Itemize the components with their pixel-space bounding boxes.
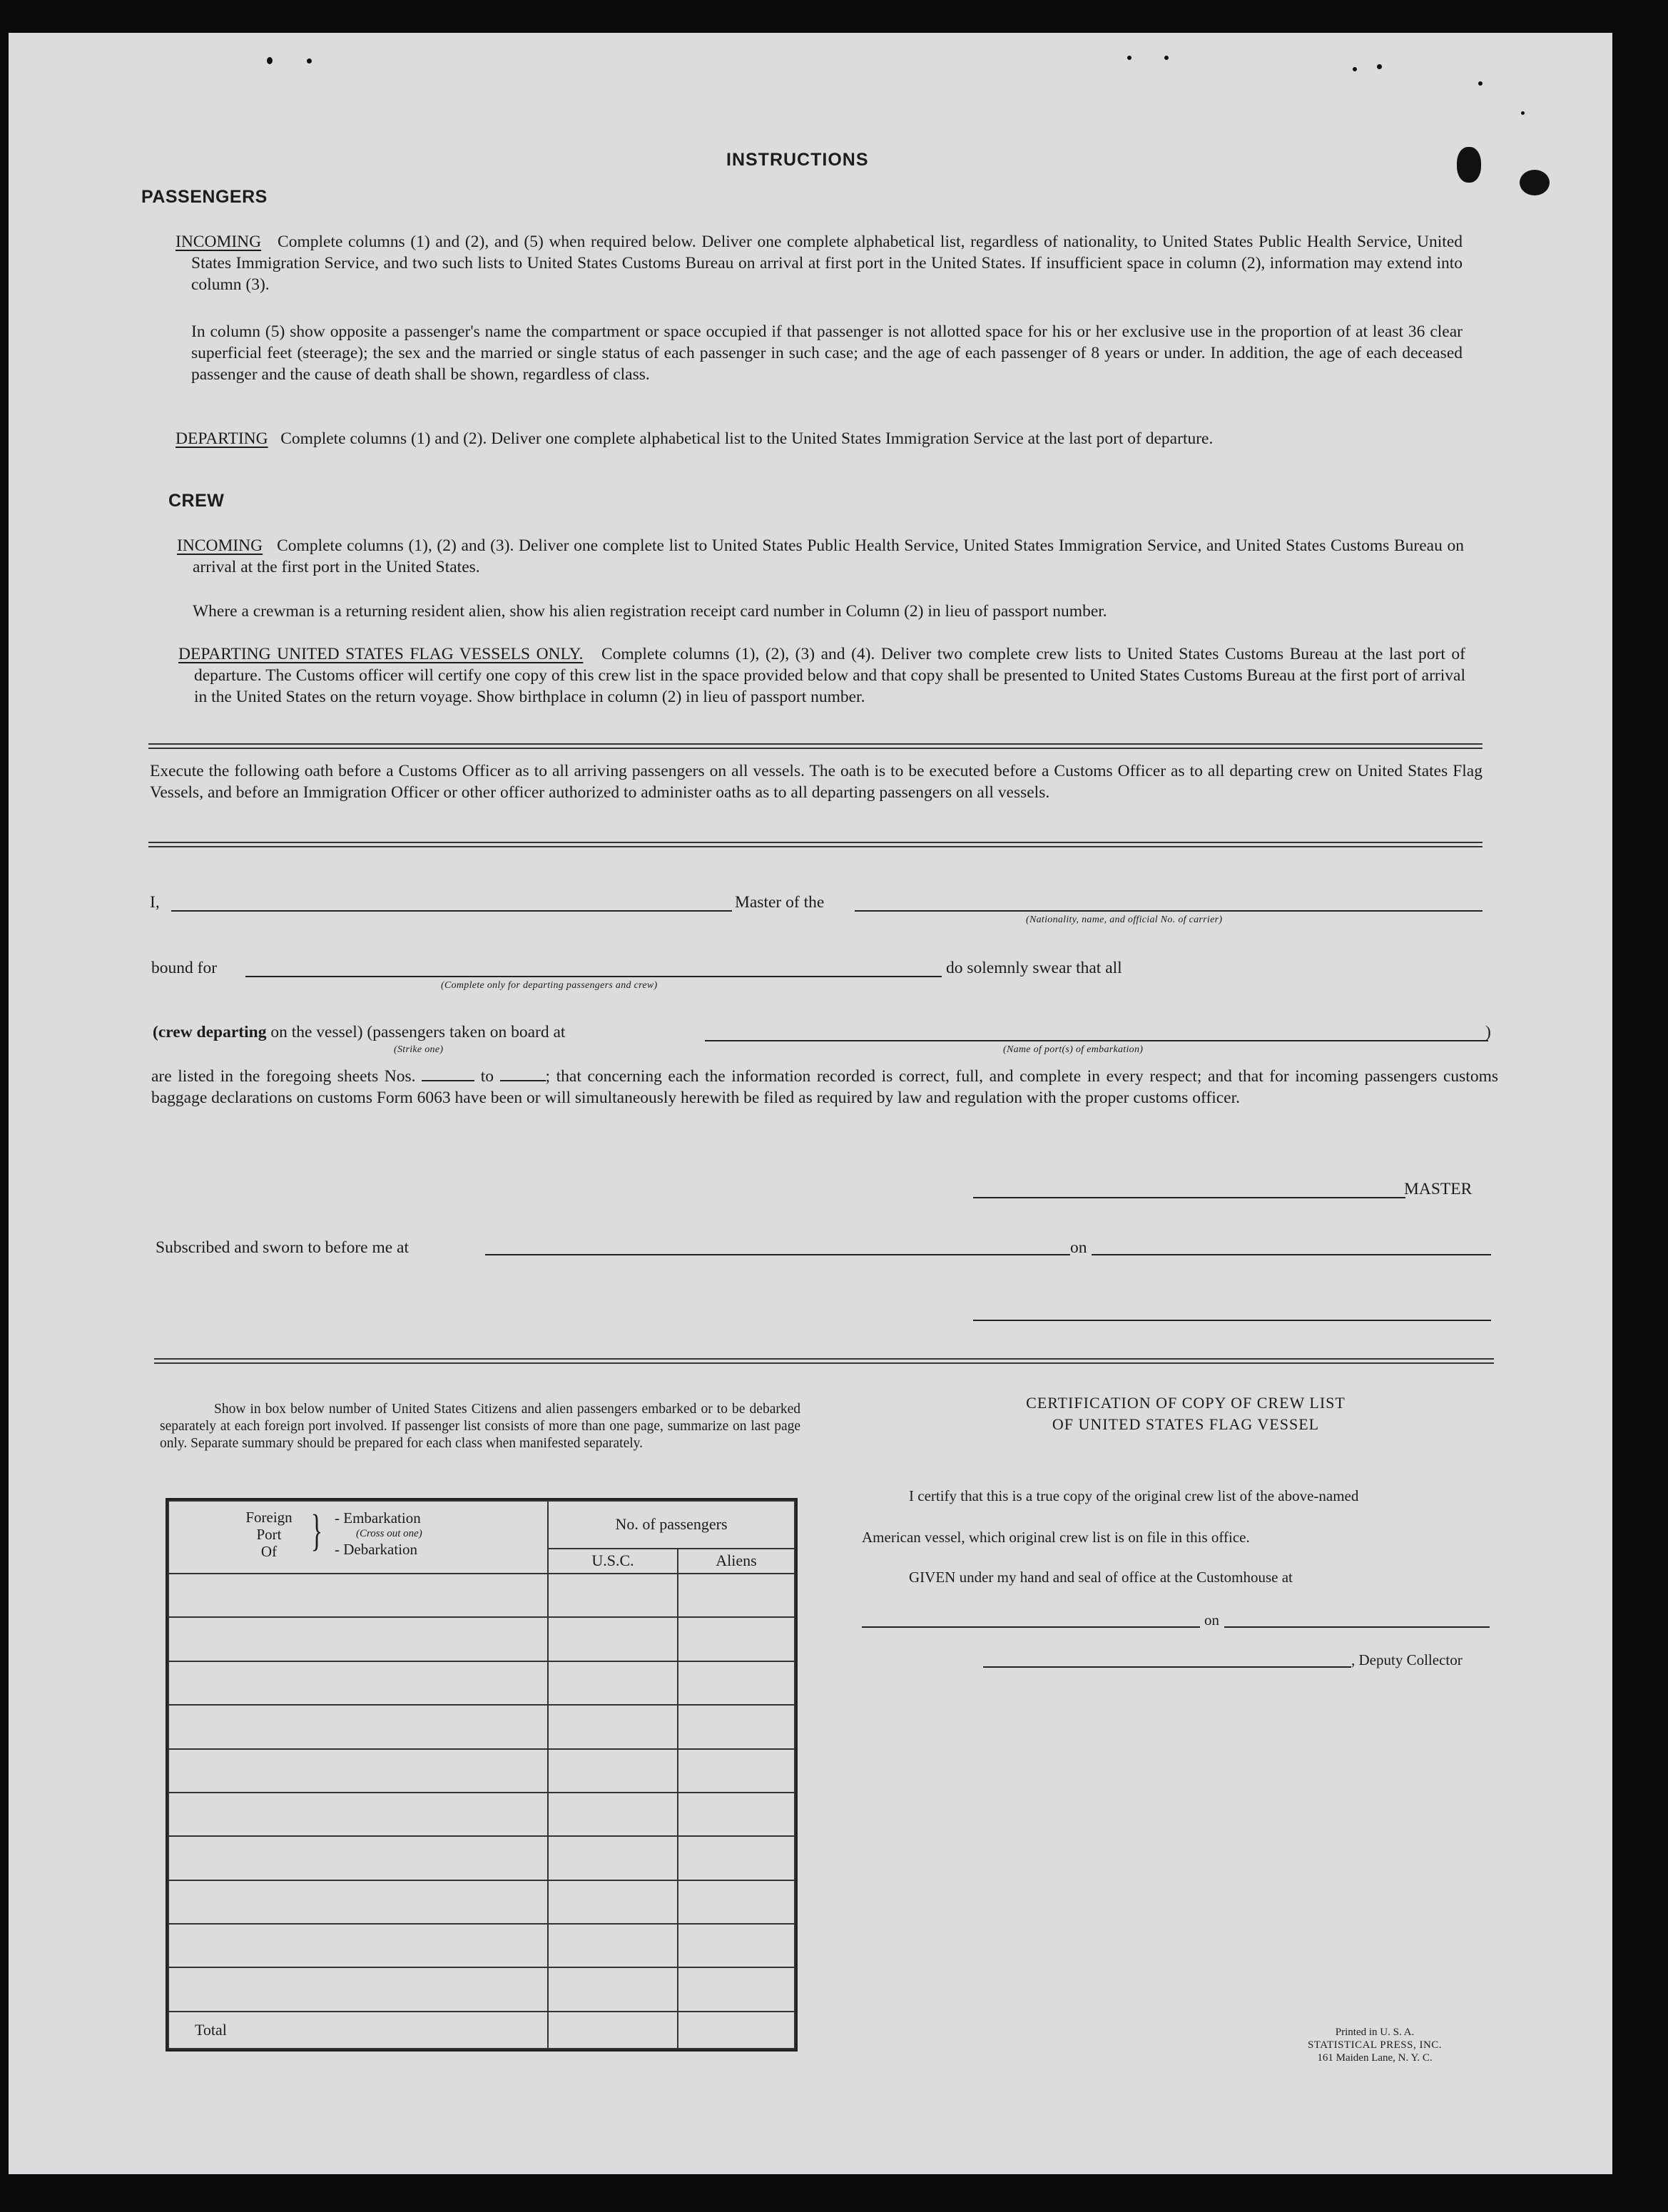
customhouse-field[interactable] xyxy=(862,1626,1200,1628)
subscribed-place-field[interactable] xyxy=(485,1254,1070,1255)
crew-departing-bold: (crew departing xyxy=(153,1023,267,1041)
passengers-incoming-label: INCOMING xyxy=(176,233,262,251)
carrier-field[interactable] xyxy=(855,910,1483,912)
passengers-departing-paragraph xyxy=(176,428,1463,449)
nationality-caption: (Nationality, name, and official No. of carrier) xyxy=(1026,914,1223,925)
certification-title-line1: CERTIFICATION OF COPY OF CREW LIST xyxy=(1026,1394,1346,1412)
sheet-to-field[interactable] xyxy=(500,1067,546,1081)
close-paren: ) xyxy=(1485,1023,1491,1041)
solemnly-swear-label: do solemnly swear that all xyxy=(946,959,1122,977)
table-row[interactable] xyxy=(168,1617,795,1661)
listed-text: are listed in the foregoing sheets Nos. xyxy=(151,1067,416,1086)
total-row[interactable] xyxy=(168,2012,795,2049)
bound-for-label: bound for xyxy=(151,959,218,977)
divider xyxy=(154,1358,1494,1364)
subscribed-date-field[interactable] xyxy=(1092,1254,1491,1255)
passengers-heading: PASSENGERS xyxy=(141,187,268,207)
foreign-label: Foreign xyxy=(245,1509,293,1526)
aliens-header: Aliens xyxy=(678,1549,795,1574)
ink-spot xyxy=(307,58,312,63)
column5-paragraph: In column (5) show opposite a passenger's name the compartment or space occupied if that passenger is not allotted space for his or her exclusive use in the proportion of at least 36 clear superficial feet (steerage); the sex and the married or single status of each passenger in such case; and the age of each passenger of 8 years or under. In addition, the age of each deceased passenger and the cause of death shall be shown, regardless of class. xyxy=(191,322,1463,384)
table-row[interactable] xyxy=(168,1574,795,1617)
summary-instructions: Show in box below number of United States Citizens and alien passengers embarked or to be debarked separately at each foreign port involved. If passenger list consists of more than one page, summarize on last page only. Separate summary should be prepared for each class when manifested separately. xyxy=(160,1402,800,1451)
no-of-passengers-header: No. of passengers xyxy=(548,1501,795,1549)
concerning-text: ; that concerning each the information recorded is correct, full, and complete in every respect; and that for incoming passengers customs baggage declarations on customs Form 6063 have been or will simultaneously herewith be filed as required by law and regulation with the proper customs officer. xyxy=(151,1067,1499,1107)
divider xyxy=(148,743,1483,749)
printer-imprint xyxy=(1264,2026,1485,2064)
table-row[interactable] xyxy=(168,1749,795,1793)
crew-departing-text: Complete columns (1), (2), (3) and (4). Deliver two complete crew lists to United States Customs Bureau at the last port of departure. The Customs officer will certify one copy of this crew list in the space provided below and that copy shall be presented to United States Customs Bureau at the first port of arrival in the United States on the return voyage. Show birthplace in column (2) in lieu of passport number. xyxy=(194,645,1465,706)
ports-caption: (Name of port(s) of embarkation) xyxy=(1003,1044,1144,1055)
table-row[interactable] xyxy=(168,1705,795,1748)
table-row[interactable] xyxy=(168,1880,795,1924)
certification-title xyxy=(865,1392,1507,1435)
complete-only-caption: (Complete only for departing passengers and crew) xyxy=(441,980,658,991)
printer-line3: 161 Maiden Lane, N. Y. C. xyxy=(1317,2052,1433,2064)
deputy-collector-label: , Deputy Collector xyxy=(1351,1651,1463,1668)
ink-spot xyxy=(267,57,273,64)
strike-one-caption: (Strike one) xyxy=(394,1044,444,1055)
crew-incoming-text: Complete columns (1), (2) and (3). Deliver one complete list to United States Public Health Service, United States Immigration Service, and United States Customs Bureau on arrival at the first port in the United States. xyxy=(193,536,1464,576)
passengers-departing-label: DEPARTING xyxy=(176,429,268,448)
port-label: Port xyxy=(256,1526,282,1543)
master-of-the-label: Master of the xyxy=(735,893,825,912)
ink-spot xyxy=(1457,147,1481,183)
ports-embarkation-field[interactable] xyxy=(705,1040,1488,1041)
ink-spot xyxy=(1521,111,1525,115)
divider xyxy=(148,842,1483,847)
ink-spot xyxy=(1127,56,1132,60)
table-row[interactable] xyxy=(168,1793,795,1836)
table-row[interactable] xyxy=(168,1836,795,1880)
passenger-summary-table xyxy=(166,1498,798,2052)
to-text: to xyxy=(480,1067,494,1086)
passengers-incoming-text: Complete columns (1) and (2), and (5) when required below. Deliver one complete alphabetical list, regardless of nationality, to United States Public Health Service, United States Immigration Service, and two such lists to United States Customs Bureau on arrival at first port in the United States. If insufficient space in column (2), information may extend into column (3). xyxy=(191,233,1463,294)
page-title: INSTRUCTIONS xyxy=(726,150,869,170)
cross-out-caption: (Cross out one) xyxy=(356,1528,422,1539)
crew-departing-paragraph xyxy=(178,643,1465,708)
of-label: Of xyxy=(260,1543,278,1560)
usc-header: U.S.C. xyxy=(548,1549,678,1574)
crew-departing-line xyxy=(153,1021,565,1043)
ink-spot xyxy=(1520,170,1550,195)
certify-text-1: I certify that this is a true copy of the original crew list of the above-named xyxy=(909,1487,1359,1504)
foreign-port-header xyxy=(168,1501,548,1574)
certify-text-2: American vessel, which original crew list is on file in this office. xyxy=(862,1529,1250,1546)
printer-line2: STATISTICAL PRESS, INC. xyxy=(1307,2039,1443,2051)
on-the-vessel-text: on the vessel) (passengers taken on board at xyxy=(270,1023,566,1041)
ink-spot xyxy=(1377,64,1382,69)
listed-sheets-paragraph xyxy=(151,1066,1498,1108)
document-page xyxy=(9,33,1612,2174)
total-label: Total xyxy=(168,2012,548,2049)
debarkation-label: - Debarkation xyxy=(335,1541,418,1558)
brace-icon: } xyxy=(310,1507,323,1555)
officer-signature-field[interactable] xyxy=(973,1320,1491,1321)
table-row[interactable] xyxy=(168,1661,795,1705)
embarkation-label: - Embarkation xyxy=(335,1509,421,1527)
table-row[interactable] xyxy=(168,1967,795,2011)
given-text: GIVEN under my hand and seal of office at the Customhouse at xyxy=(909,1569,1293,1586)
ink-spot xyxy=(1353,67,1357,71)
subscribed-on-label: on xyxy=(1070,1238,1087,1257)
master-label: MASTER xyxy=(1404,1180,1473,1198)
oath-i-label: I, xyxy=(150,893,160,912)
master-signature-field[interactable] xyxy=(973,1197,1405,1198)
passengers-departing-text: Complete columns (1) and (2). Deliver one complete alphabetical list to the United States Immigration Service at the last port of departure. xyxy=(280,429,1214,448)
master-name-field[interactable] xyxy=(171,910,732,912)
oath-intro: Execute the following oath before a Customs Officer as to all arriving passengers on all vessels. The oath is to be executed before a Customs Officer as to all departing crew on United States Flag Vessels, and before an Immigration Officer or other officer authorized to administer oaths as to all departing passengers on all vessels. xyxy=(150,762,1483,802)
crew-incoming-label: INCOMING xyxy=(177,536,263,555)
sheet-from-field[interactable] xyxy=(422,1067,474,1081)
ink-spot xyxy=(1478,81,1483,86)
bound-for-field[interactable] xyxy=(245,976,942,977)
certification-title-line2: OF UNITED STATES FLAG VESSEL xyxy=(1052,1415,1320,1433)
crew-heading: CREW xyxy=(168,491,225,511)
printer-line1: Printed in U. S. A. xyxy=(1335,2027,1415,2038)
certification-date-field[interactable] xyxy=(1224,1626,1490,1628)
crew-incoming-paragraph xyxy=(177,535,1464,578)
certification-on-label: on xyxy=(1204,1611,1219,1629)
ink-spot xyxy=(1164,56,1169,60)
table-row[interactable] xyxy=(168,1924,795,1967)
crew-departing-label: DEPARTING UNITED STATES FLAG VESSELS ONLY. xyxy=(178,645,584,663)
crew-resident-paragraph: Where a crewman is a returning resident alien, show his alien registration receipt card number in Column (2) in lieu of passport number. xyxy=(193,602,1107,621)
deputy-collector-signature-field[interactable] xyxy=(983,1666,1351,1668)
subscribed-label: Subscribed and sworn to before me at xyxy=(156,1238,410,1257)
passengers-incoming-paragraph xyxy=(176,231,1463,295)
